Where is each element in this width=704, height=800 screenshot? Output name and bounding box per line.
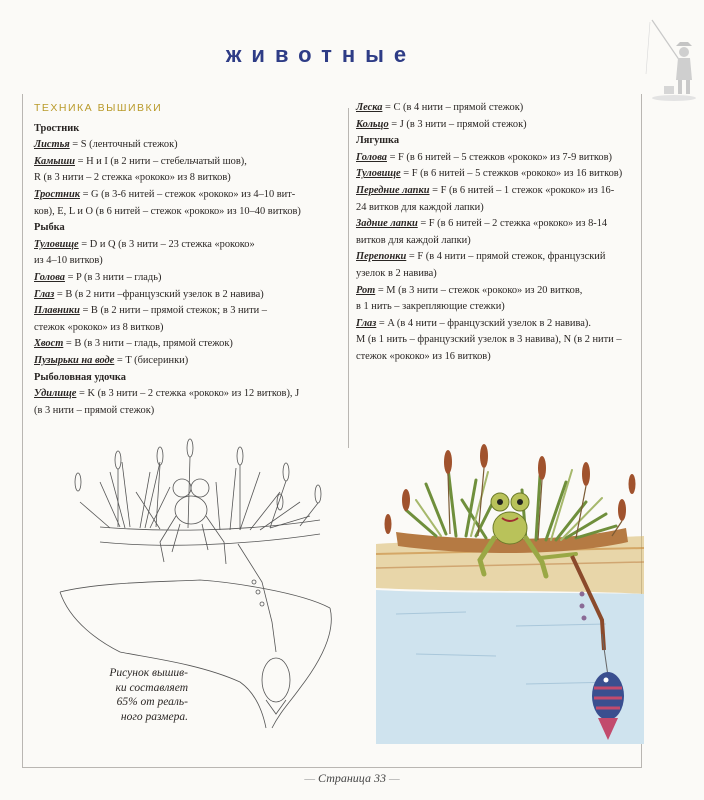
stitch-term: Пузырьки на воде	[34, 354, 115, 366]
stitch-description: = K (в 3 нити – 2 стежка «рококо» из 12 витков), J	[76, 388, 300, 400]
stitch-term: Леска	[356, 102, 383, 113]
stitch-term: Плавники	[34, 305, 80, 317]
stitch-term: Перепонки	[356, 251, 407, 263]
right-text-line	[356, 299, 646, 316]
right-text-line	[356, 283, 646, 300]
stitch-description: = G (в 3-6 нитей – стежок «рококо» из 4–10 вит-	[80, 188, 296, 200]
stitch-description: узелок в 2 навива)	[356, 267, 437, 279]
stitch-description: M (в 1 нить – французский узелок в 3 навива), N (в 2 нити –	[356, 334, 622, 346]
left-text-line	[34, 154, 344, 171]
left-text-line	[34, 237, 344, 254]
stitch-term: Голова	[356, 151, 387, 163]
right-text-line	[356, 200, 646, 217]
stitch-term: Голова	[34, 271, 65, 283]
stitch-description: Рыболовная удочка	[34, 371, 126, 383]
figure-caption: Рисунок вышив- ки составляет 65% от реаль- ного размера.	[109, 667, 188, 723]
right-text-line	[356, 100, 646, 117]
stitch-description: = M (в 3 нити – стежок «рококо» из 20 витков,	[375, 284, 583, 296]
stitch-description: = B (в 2 нити –французский узелок в 2 навива)	[54, 288, 264, 300]
stitch-term: Глаз	[356, 317, 377, 329]
stitch-description: = F (в 6 нитей – 5 стежков «рококо» из 16 витков)	[400, 168, 623, 180]
stitch-description: (в 3 нити – прямой стежок)	[34, 404, 155, 416]
right-column	[356, 100, 646, 366]
left-text-line	[34, 170, 344, 187]
left-text-line	[34, 187, 344, 204]
left-text-line	[34, 386, 344, 403]
left-text-line	[34, 403, 344, 420]
right-text-line	[356, 349, 646, 366]
right-text-line	[356, 117, 646, 134]
stitch-term: Рот	[356, 284, 376, 296]
section-heading: ТЕХНИКА ВЫШИВКИ	[34, 102, 163, 114]
right-text-line	[356, 233, 646, 250]
right-text-line	[356, 216, 646, 233]
stitch-term: Кольцо	[356, 118, 389, 130]
left-text-block	[34, 121, 344, 420]
page-title: животные	[225, 42, 417, 67]
left-text-line	[34, 353, 344, 370]
stitch-description: 24 витков для каждой лапки)	[356, 201, 484, 213]
stitch-description: Лягушка	[356, 135, 400, 147]
left-column	[34, 100, 344, 419]
stitch-term: Хвост	[34, 338, 64, 350]
stitch-description: в 1 нить – закрепляющие стежки)	[356, 301, 505, 313]
right-text-line	[356, 166, 646, 183]
stitch-description: стежок «рококо» из 16 витков)	[356, 350, 491, 362]
column-divider	[348, 108, 349, 448]
stitch-description: Тростник	[34, 122, 80, 134]
stitch-term: Передние лапки	[356, 184, 430, 196]
stitch-description: = T (бисеринки)	[114, 354, 189, 366]
stitch-description: из 4–10 витков)	[34, 255, 103, 267]
left-text-line	[34, 253, 344, 270]
left-text-line	[34, 336, 344, 353]
stitch-term: Тростник	[34, 188, 80, 200]
stitch-term: Листья	[34, 139, 70, 151]
stitch-term: Глаз	[34, 288, 55, 300]
right-text-line	[356, 249, 646, 266]
stitch-description: = F (в 6 нитей – 5 стежков «рококо» из 7-9 витков)	[386, 151, 612, 163]
embroidery-color-illustration	[376, 444, 644, 744]
stitch-description: = H и I (в 2 нити – стебельчатый шов),	[75, 155, 247, 167]
left-text-line	[34, 137, 344, 154]
stitch-description: = F (в 4 нити – прямой стежок, французский	[406, 251, 606, 263]
stitch-description: = J (в 3 нити – прямой стежок)	[388, 118, 527, 130]
stitch-term: Туловище	[356, 168, 401, 180]
right-text-line	[356, 183, 646, 200]
stitch-description: = C (в 4 нити – прямой стежок)	[382, 102, 524, 113]
right-text-line	[356, 150, 646, 167]
stitch-term: Туловище	[34, 238, 79, 250]
right-text-line	[356, 266, 646, 283]
right-text-line	[356, 316, 646, 333]
stitch-description: = F (в 6 нитей – 1 стежок «рококо» из 16-	[429, 184, 615, 196]
stitch-description: Рыбка	[34, 222, 65, 234]
stitch-description: ков), E, L и O (в 6 нитей – стежок «рококо» из 10–40 витков)	[34, 205, 301, 217]
stitch-description: = D и Q (в 3 нити – 23 стежка «рококо»	[78, 238, 255, 250]
left-text-line	[34, 204, 344, 221]
stitch-description: = S (ленточный стежок)	[69, 139, 178, 151]
stitch-description: = P (в 3 нити – гладь)	[64, 271, 162, 283]
stitch-term: Удилище	[34, 388, 77, 400]
stitch-description: витков для каждой лапки)	[356, 234, 471, 246]
stitch-description: R (в 3 нити – 2 стежка «рококо» из 8 витков)	[34, 172, 231, 184]
left-text-line	[34, 287, 344, 304]
right-text-line	[356, 133, 646, 150]
stitch-description: = B (в 2 нити – прямой стежок; в 3 нити –	[79, 305, 268, 317]
stitch-description: = B (в 3 нити – гладь, прямой стежок)	[63, 338, 233, 350]
left-text-line	[34, 303, 344, 320]
left-text-line	[34, 370, 344, 387]
left-text-line	[34, 320, 344, 337]
page-footer: — Страница 33 —	[304, 771, 400, 785]
left-text-line	[34, 270, 344, 287]
stitch-term: Задние лапки	[356, 218, 418, 230]
stitch-description: = F (в 6 нитей – 2 стежка «рококо» из 8-14	[417, 218, 608, 230]
page-number: Страница 33	[318, 771, 386, 785]
stitch-description: = A (в 4 нити – французский узелок в 2 навива).	[376, 317, 591, 329]
right-text-block	[356, 100, 646, 366]
left-text-line	[34, 220, 344, 237]
fisherman-silhouette	[644, 14, 700, 104]
stitch-description: стежок «рококо» из 8 витков)	[34, 321, 164, 333]
right-text-line	[356, 332, 646, 349]
left-text-line	[34, 121, 344, 138]
stitch-term: Камыши	[34, 155, 76, 167]
